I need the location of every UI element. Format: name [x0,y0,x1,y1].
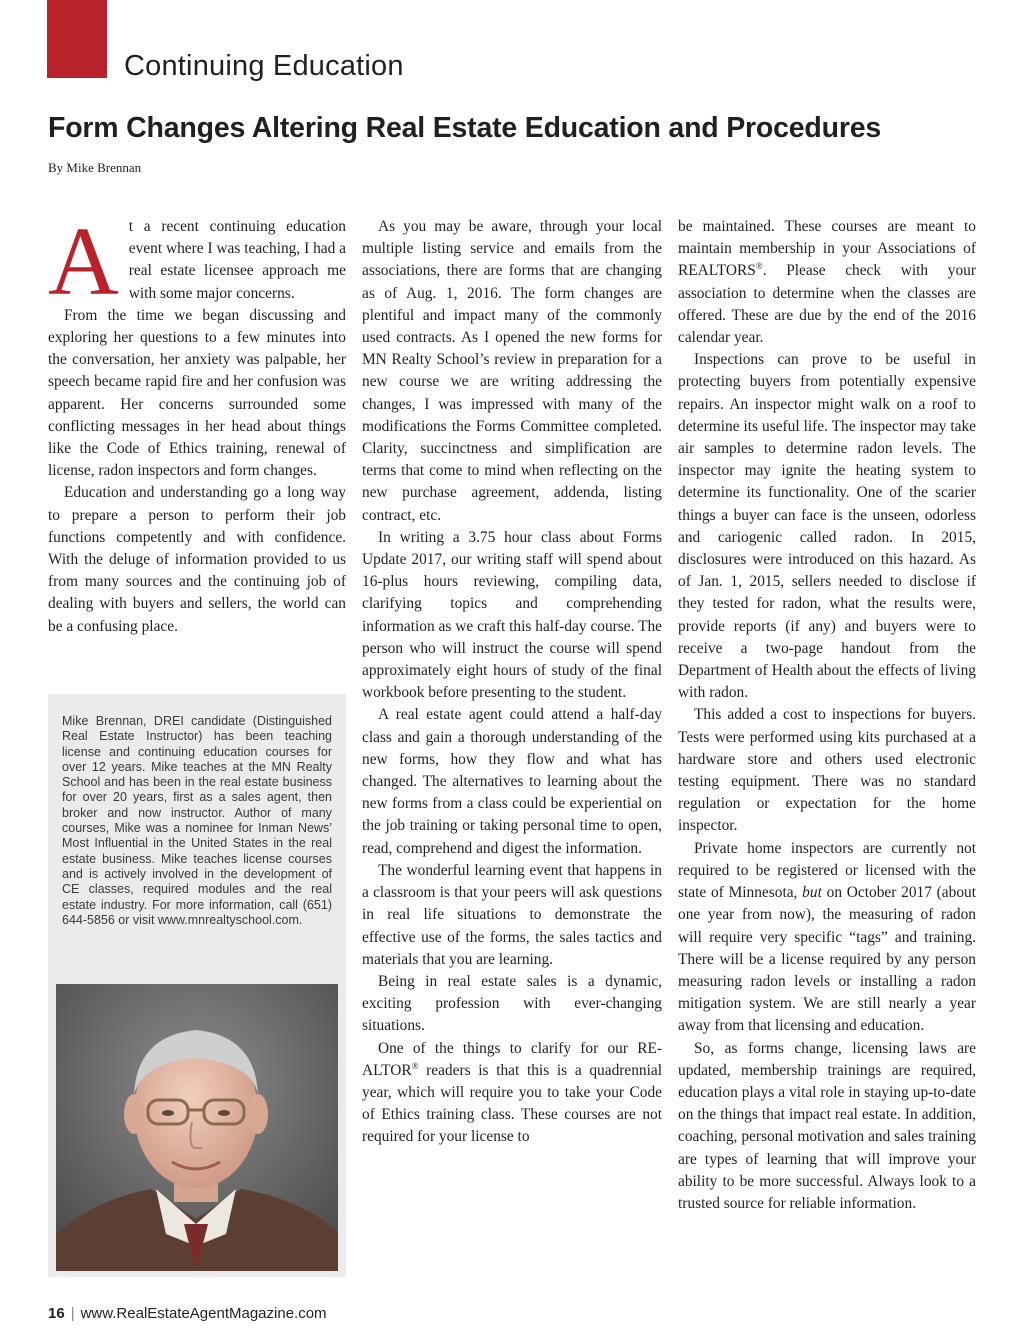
author-bio-text: Mike Brennan, DREI candidate (Distinguished Real Estate Instructor) has been teaching license and continuing education courses for over 12 years. Mike teaches at the MN Realty School and has been in the real estate business for over 20 years, first as a sales agent, then broker and now instructor. Author of many courses, Mike was a nominee for Inman News’ Most Influential in the United States in the real estate business. Mike teaches license courses and is actively involved in the development of CE classes, required modules and the real estate industry. For more information, call (651) 644-5856 or visit www.mnrealtyschool.com. [62,714,332,927]
paragraph-text: Private home inspectors are currently not required to be registered or licensed with the state of Minnesota, [678,839,976,902]
paragraph [678,838,976,1038]
paragraph-text: . Please check with your association to determine when the classes are offered. These are due by the end of the 2016 calendar year. [678,262,976,347]
article-headline: Form Changes Altering Real Estate Education and Procedures [48,112,882,144]
paragraph-text: be maintained. These courses are meant to maintain membership in your Associations of REALTORS [678,218,976,280]
paragraph: Inspections can prove to be useful in protecting buyers from potentially expensive repairs. An inspector might walk on a roof to determine its useful life. The inspector may take air samples to determine radon levels. The inspector may ignite the heating system to determine its functionality. One of the scarier things a buyer can face is the unseen, odorless and cariogenic called radon. In 2015, disclosures were introduced on this hazard. As of Jan. 1, 2015, sellers needed to disclose if they tested for radon, what the results were, provide reports (if any) and buyers were to receive a two-page handout from the Department of Health about the effects of living with radon. [678,351,976,702]
paragraph: Education and understanding go a long way to prepare a person to perform their job functions competently and with confidence. With the deluge of information provided to us from many sources and the continuing job of dealing with buyers and sellers, the world can be a confusing place. [48,484,346,635]
registered-mark: ® [411,1060,419,1071]
author-portrait-image [56,984,338,1271]
paragraph [362,1038,662,1149]
footer-divider: | [70,1305,75,1322]
paragraph-text: t a recent continuing education event where I was teaching, I had a real estate licensee approach me with some major concerns. [128,218,346,302]
footer-website: www.RealEstateAgentMagazine.com [80,1305,327,1322]
article-column-2 [362,216,662,1149]
author-photo [56,984,338,1271]
section-title: Continuing Education [124,50,404,82]
author-bio-sidebar [48,694,346,1277]
article-column-3 [678,216,976,1215]
paragraph [678,216,976,349]
paragraph: From the time we began discussing and exploring her questions to a few minutes into the conversation, her anxiety was palpable, her speech became rapid fire and her confusion was apparent. Her concerns surrounded some conflicting messages in her head about things like the Code of Ethics training, renewal of license, radon inspectors and form changes. [48,306,346,480]
paragraph-text: on October 2017 (about one year from now), the measuring of radon will require very specific “tags” and training. There will be a license required by any person measuring radon levels or installing a radon mitigation system. We are still nearly a year away from that licensing and education. [678,884,976,1035]
registered-mark: ® [755,261,763,272]
article-column-1 [48,208,346,638]
drop-cap: A [48,208,119,316]
paragraph: So, as forms change, licensing laws are updated, membership trainings are required, education plays a vital role in staying up-to-date on the things that impact real estate. In addition, coaching, personal motivation and sales training are types of learning that will improve your ability to be more successful. Always look to a trusted source for reliable information. [678,1039,976,1212]
paragraph: In writing a 3.75 hour class about Forms Update 2017, our writing staff will spend about 16-plus hours reviewing, compiling data, clarifying topics and comprehending information as we craft this half-day course. The person who will instruct the course will spend approximately eight hours of study of the final workbook before presenting to the student. [362,528,662,702]
paragraph: Being in real estate sales is a dynamic, exciting profession with ever-changing situations. [362,972,662,1035]
page-footer [48,1305,327,1322]
byline: By Mike Brennan [48,160,142,175]
emphasis: but [802,884,822,902]
paragraph: This added a cost to inspections for buyers. Tests were performed using kits purchased at a hardware store and others used electronic testing equipment. There was no standard regulation or expectation for the home inspector. [678,706,976,835]
paragraph-text: readers is that this is a quadrennial year, which will require you to take your Code of Ethics training class. These courses are not required for your license to [362,1061,662,1146]
paragraph: As you may be aware, through your local multiple listing service and emails from the associations, there are forms that are changing as of Aug. 1, 2016. The form changes are plentiful and impact many of the commonly used contracts. As I opened the new forms for MN Realty School’s review in preparation for a new course we are writing addressing the changes, I was impressed with many of the modifications the Forms Committee completed. Clarity, succinctness and simplification are terms that come to mind when reflecting on the new purchase agreement, addenda, listing contract, etc. [362,218,662,524]
paragraph [48,208,346,316]
page-number: 16 [48,1305,65,1322]
paragraph: A real estate agent could attend a half-day class and gain a thorough understanding of the new forms, how they flow and what has changed. The alternatives to learning about the new forms from a class could be experiential on the job training or taking personal time to open, read, comprehend and digest the information. [362,706,662,857]
paragraph-text: One of the things to clarify for our RE-ALTOR [362,1039,662,1079]
paragraph: The wonderful learning event that happens in a classroom is that your peers will ask questions in real life situations to demonstrate the effective use of the forms, the sales tactics and materials that you are learning. [362,861,662,968]
section-color-tab [47,0,107,78]
